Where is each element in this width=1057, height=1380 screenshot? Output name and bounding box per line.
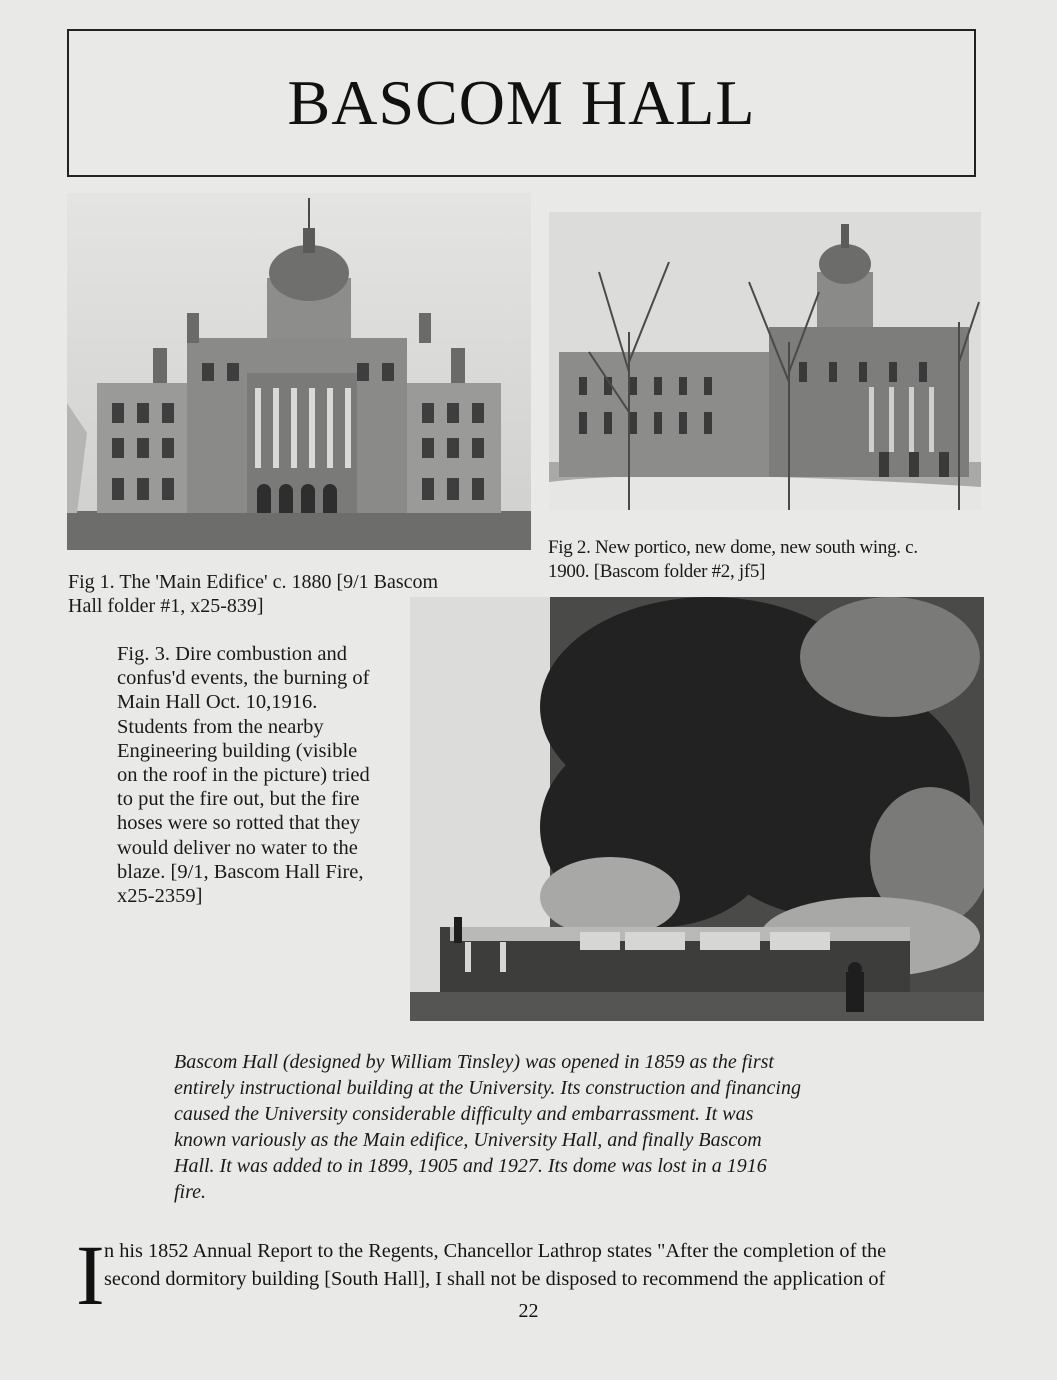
page-number: 22 (518, 1300, 539, 1322)
fig3-caption (117, 642, 407, 908)
caption-line: Main Hall Oct. 10,1916. (117, 691, 318, 714)
intro-line: caused the University considerable difficulty and embarrassment. It was (174, 1103, 754, 1125)
caption-line: confus'd events, the burning of (117, 667, 370, 690)
caption-line: Hall folder #1, x25-839] (68, 595, 264, 617)
caption-line: on the roof in the picture) tried (117, 764, 370, 787)
body-line: n his 1852 Annual Report to the Regents, Chancellor Lathrop states "After the completion of the (104, 1240, 887, 1262)
caption-line: would deliver no water to the (117, 836, 358, 859)
caption-line: to put the fire out, but the fire (117, 788, 360, 811)
fig1-caption (68, 570, 508, 618)
body-line: second dormitory building [South Hall], I shall not be disposed to recommend the application of (104, 1268, 886, 1290)
fig2-photo (549, 212, 981, 510)
title-box (67, 29, 976, 177)
fig2-caption (548, 536, 988, 584)
caption-line: 1900. [Bascom folder #2, jf5] (548, 561, 766, 582)
intro-paragraph (174, 1049, 894, 1205)
caption-line: Fig 1. The 'Main Edifice' c. 1880 [9/1 Bascom (68, 571, 439, 593)
fig3-photo (410, 597, 984, 1021)
caption-line: Fig 2. New portico, new dome, new south wing. c. (548, 537, 918, 558)
fig1-photo (67, 193, 531, 550)
intro-line: fire. (174, 1181, 207, 1203)
caption-line: Students from the nearby (117, 715, 324, 738)
intro-line: entirely instructional building at the University. Its construction and financing (174, 1077, 801, 1099)
caption-line: Fig. 3. Dire combustion and (117, 643, 348, 665)
intro-line: known variously as the Main edifice, University Hall, and finally Bascom (174, 1129, 762, 1151)
caption-line: x25-2359] (117, 885, 203, 908)
caption-line: hoses were so rotted that they (117, 812, 361, 835)
drop-cap: I (76, 1227, 105, 1323)
caption-line: Engineering building (visible (117, 739, 358, 762)
caption-line: blaze. [9/1, Bascom Hall Fire, (117, 860, 364, 883)
intro-line: Bascom Hall (designed by William Tinsley) was opened in 1859 as the first (174, 1051, 774, 1073)
page-title: BASCOM HALL (287, 67, 756, 138)
intro-line: Hall. It was added to in 1899, 1905 and 1927. Its dome was lost in a 1916 (174, 1155, 767, 1177)
